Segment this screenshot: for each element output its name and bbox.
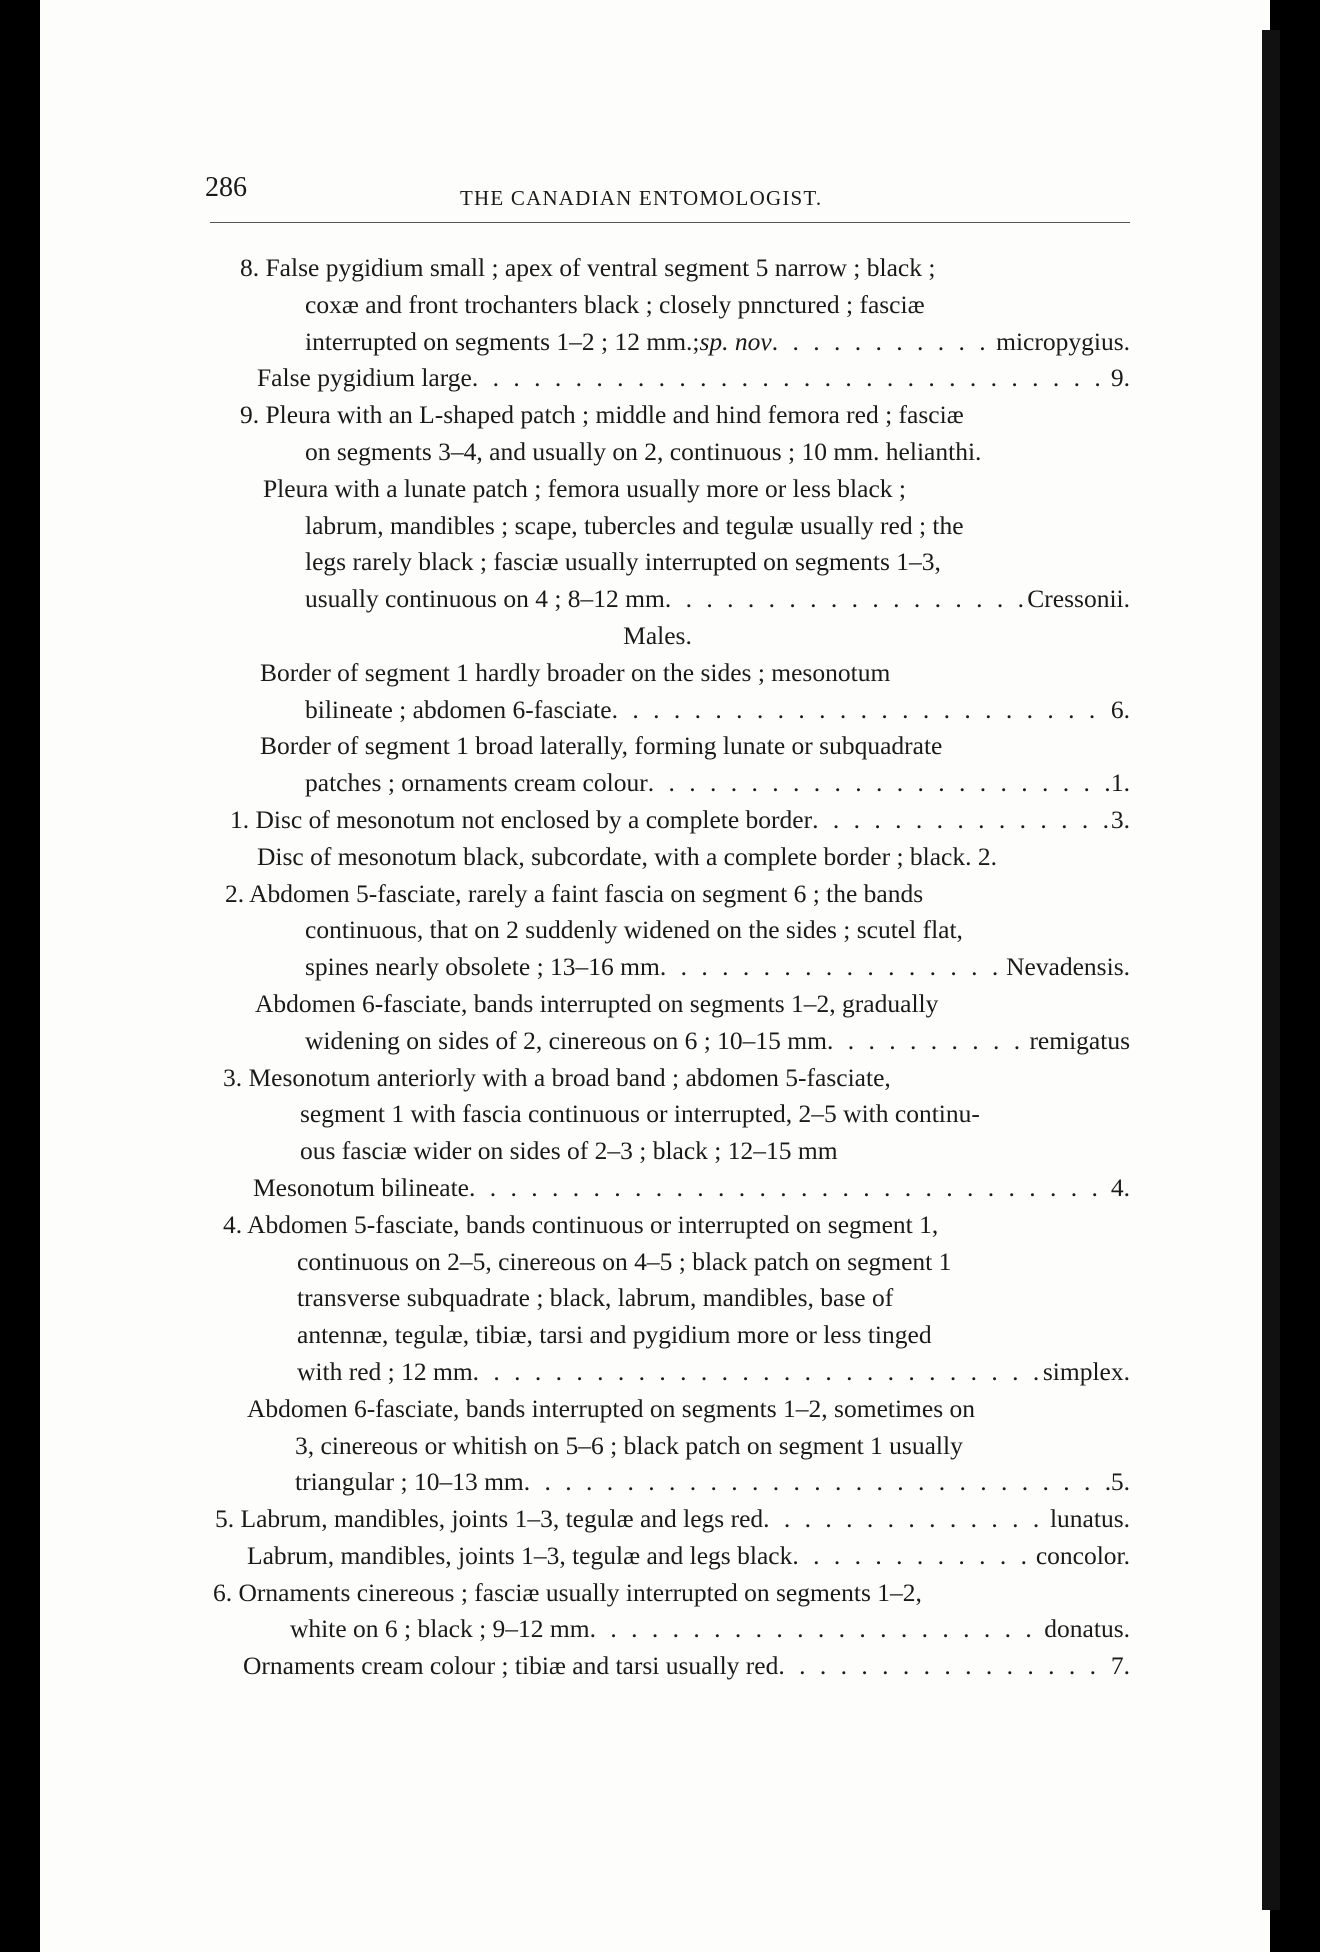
text-line: 4. Abdomen 5-fasciate, bands continuous or interrupted on segment 1, (223, 1209, 939, 1239)
text-line: labrum, mandibles ; scape, tubercles and tegulæ usually red ; the (305, 510, 964, 540)
text-line: triangular ; 10–13 mm . . . 5. (185, 1464, 1130, 1501)
text-line: spines nearly obsolete ; 13–16 mm . . . Nevadensis. (185, 949, 1130, 986)
text-line: ous fasciæ wider on sides of 2–3 ; black ; 12–15 mm (300, 1136, 838, 1166)
text-line: Border of segment 1 broad laterally, forming lunate or subquadrate (260, 731, 943, 761)
text-line: Border of segment 1 hardly broader on the sides ; mesonotum (260, 657, 891, 687)
text-line: with red ; 12 mm . . . simplex. (185, 1354, 1130, 1391)
text-line: Abdomen 6-fasciate, bands interrupted on segments 1–2, gradually (255, 988, 939, 1018)
text-line: Pleura with a lunate patch ; femora usually more or less black ; (263, 473, 906, 503)
text-line: segment 1 with fascia continuous or interrupted, 2–5 with continu- (300, 1099, 980, 1129)
page-header (185, 150, 1130, 210)
text-line: 3, cinereous or whitish on 5–6 ; black patch on segment 1 usually (295, 1430, 963, 1460)
text-line: Labrum, mandibles, joints 1–3, tegulæ and legs black . . . concolor. (185, 1538, 1130, 1575)
text-line: 2. Abdomen 5-fasciate, rarely a faint fascia on segment 6 ; the bands (225, 878, 924, 908)
key-text (185, 250, 1130, 1685)
text-line: interrupted on segments 1–2 ; 12 mm.; sp. nov . . . micropygius. (185, 324, 1130, 361)
page-edge-rule (1262, 30, 1280, 1910)
text-line: patches ; ornaments cream colour . . . 1. (185, 765, 1130, 802)
text-line: widening on sides of 2, cinereous on 6 ; 10–15 mm . . . remigatus (185, 1023, 1130, 1060)
text-line: Abdomen 6-fasciate, bands interrupted on segments 1–2, sometimes on (247, 1393, 976, 1423)
text-line: Ornaments cream colour ; tibiæ and tarsi usually red . . . 7. (185, 1648, 1130, 1685)
text-line: antennæ, tegulæ, tibiæ, tarsi and pygidium more or less tinged (297, 1320, 932, 1350)
text-line: Disc of mesonotum black, subcordate, with a complete border ; black. 2. (257, 841, 997, 871)
text-line: continuous, that on 2 suddenly widened on the sides ; scutel flat, (305, 915, 963, 945)
section-heading-males: Males. (623, 620, 692, 650)
text-line: coxæ and front trochanters black ; closely pnnctured ; fasciæ (305, 289, 925, 319)
text-line: 3. Mesonotum anteriorly with a broad band ; abdomen 5-fasciate, (223, 1062, 891, 1092)
page-number: 286 (205, 172, 247, 203)
text-line: white on 6 ; black ; 9–12 mm . . . donatus. (185, 1611, 1130, 1648)
text-line: transverse subquadrate ; black, labrum, mandibles, base of (297, 1283, 894, 1313)
header-rule (210, 222, 1130, 223)
text-line: 1. Disc of mesonotum not enclosed by a complete border . . . 3. (185, 802, 1130, 839)
text-line: 5. Labrum, mandibles, joints 1–3, tegulæ and legs red . . . lunatus. (185, 1501, 1130, 1538)
text-line: bilineate ; abdomen 6-fasciate . . . 6. (185, 692, 1130, 729)
document-page (185, 150, 1130, 1681)
text-line: 6. Ornaments cinereous ; fasciæ usually interrupted on segments 1–2, (213, 1577, 922, 1607)
text-line: 8. False pygidium small ; apex of ventral segment 5 narrow ; black ; (240, 253, 936, 282)
text-line: Mesonotum bilineate . . . 4. (185, 1170, 1130, 1207)
text-line: continuous on 2–5, cinereous on 4–5 ; black patch on segment 1 (297, 1246, 952, 1276)
text-line: usually continuous on 4 ; 8–12 mm . . . Cressonii. (185, 581, 1130, 618)
text-line: 9. Pleura with an L-shaped patch ; middle and hind femora red ; fasciæ (240, 400, 964, 430)
text-line: False pygidium large . . . 9. (185, 360, 1130, 397)
running-title: THE CANADIAN ENTOMOLOGIST. (460, 186, 823, 210)
text-line: legs rarely black ; fasciæ usually interrupted on segments 1–3, (305, 547, 941, 577)
text-line: on segments 3–4, and usually on 2, continuous ; 10 mm. helianthi. (305, 436, 982, 466)
